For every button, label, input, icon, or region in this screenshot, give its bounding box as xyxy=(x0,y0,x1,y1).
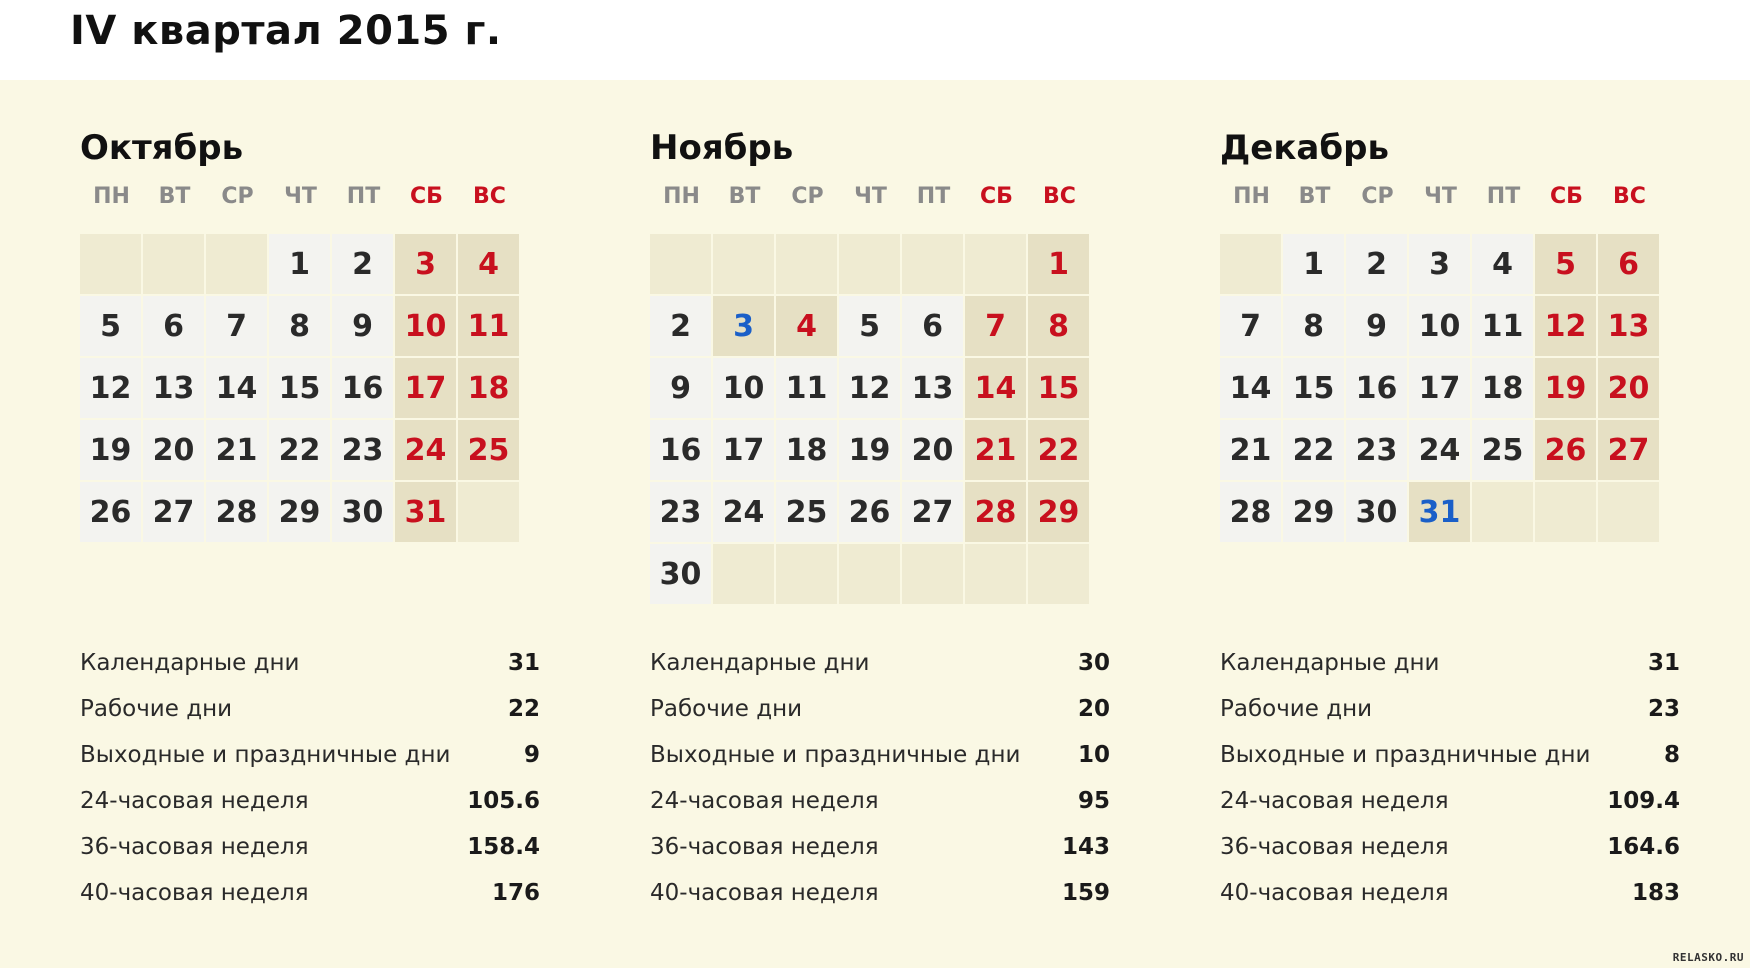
day-cell-off: 17 xyxy=(395,358,456,418)
month-october xyxy=(80,124,580,542)
day-cell: 22 xyxy=(1283,420,1344,480)
stat-value: 8 xyxy=(1663,742,1680,768)
weekday-label-weekend: ВС xyxy=(1613,184,1646,209)
day-cell-off: 27 xyxy=(1598,420,1659,480)
stat-label: 40-часовая неделя xyxy=(1220,880,1449,906)
stat-label: 24-часовая неделя xyxy=(80,788,309,814)
stat-value: 143 xyxy=(1061,834,1110,860)
watermark: RELASKO.RU xyxy=(1672,951,1744,964)
day-cell-shortened: 31 xyxy=(1409,482,1470,542)
day-grid xyxy=(1220,234,1720,542)
empty-cell xyxy=(902,544,963,604)
day-cell-off: 1 xyxy=(1028,234,1089,294)
day-cell: 16 xyxy=(1346,358,1407,418)
day-cell: 21 xyxy=(206,420,267,480)
page-title: IV квартал 2015 г. xyxy=(70,8,502,54)
day-cell: 30 xyxy=(1346,482,1407,542)
weekday-label: ПН xyxy=(1233,184,1270,209)
day-grid xyxy=(80,234,580,542)
weekday-label: СР xyxy=(791,184,824,209)
stat-label: 24-часовая неделя xyxy=(1220,788,1449,814)
weekday-label: ПН xyxy=(93,184,130,209)
stat-label: Календарные дни xyxy=(1220,650,1440,676)
month-title: Октябрь xyxy=(80,128,244,168)
empty-cell xyxy=(965,234,1026,294)
empty-cell xyxy=(206,234,267,294)
stat-value: 105.6 xyxy=(467,788,540,814)
empty-cell xyxy=(839,544,900,604)
day-cell: 21 xyxy=(1220,420,1281,480)
day-cell: 3 xyxy=(1409,234,1470,294)
day-cell: 2 xyxy=(332,234,393,294)
day-cell: 15 xyxy=(1283,358,1344,418)
month-title: Декабрь xyxy=(1220,128,1389,168)
day-grid xyxy=(650,234,1150,604)
header xyxy=(0,0,1754,80)
day-cell: 24 xyxy=(1409,420,1470,480)
day-cell: 2 xyxy=(650,296,711,356)
weekday-label: ВТ xyxy=(1298,184,1331,209)
stat-value: 31 xyxy=(1647,650,1680,676)
day-cell: 14 xyxy=(1220,358,1281,418)
weekday-label: ПТ xyxy=(916,184,951,209)
weekday-label: ЧТ xyxy=(284,184,317,209)
stat-label: Рабочие дни xyxy=(650,696,803,722)
day-cell: 6 xyxy=(143,296,204,356)
weekday-label-weekend: СБ xyxy=(410,184,443,209)
day-cell: 19 xyxy=(839,420,900,480)
stat-label: Календарные дни xyxy=(80,650,300,676)
day-cell: 26 xyxy=(80,482,141,542)
day-cell: 9 xyxy=(650,358,711,418)
month-stats-october xyxy=(80,640,540,916)
weekday-label: ПТ xyxy=(346,184,381,209)
day-cell-off: 20 xyxy=(1598,358,1659,418)
day-cell-off: 13 xyxy=(1598,296,1659,356)
weekday-label: ВТ xyxy=(728,184,761,209)
stat-value: 158.4 xyxy=(467,834,540,860)
weekday-label-weekend: СБ xyxy=(980,184,1013,209)
day-cell: 2 xyxy=(1346,234,1407,294)
day-cell-off: 28 xyxy=(965,482,1026,542)
day-cell-off: 22 xyxy=(1028,420,1089,480)
day-cell: 30 xyxy=(332,482,393,542)
stat-value: 30 xyxy=(1077,650,1110,676)
day-cell: 16 xyxy=(332,358,393,418)
weekday-label: ПН xyxy=(663,184,700,209)
stat-row-calendar-days xyxy=(650,640,1110,686)
day-cell-off: 15 xyxy=(1028,358,1089,418)
month-december xyxy=(1220,124,1720,542)
weekday-header xyxy=(80,180,580,214)
day-cell: 5 xyxy=(80,296,141,356)
empty-cell xyxy=(902,234,963,294)
month-stats-december xyxy=(1220,640,1680,916)
day-cell-off: 6 xyxy=(1598,234,1659,294)
stat-value: 23 xyxy=(1647,696,1680,722)
month-stats-november xyxy=(650,640,1110,916)
empty-cell xyxy=(776,234,837,294)
day-cell: 22 xyxy=(269,420,330,480)
day-cell: 1 xyxy=(269,234,330,294)
day-cell: 5 xyxy=(839,296,900,356)
day-cell: 18 xyxy=(1472,358,1533,418)
stat-label: Выходные и праздничные дни xyxy=(650,742,1021,768)
day-cell: 20 xyxy=(143,420,204,480)
day-cell: 10 xyxy=(1409,296,1470,356)
stat-value: 31 xyxy=(507,650,540,676)
stat-value: 20 xyxy=(1077,696,1110,722)
day-cell: 28 xyxy=(206,482,267,542)
day-cell: 27 xyxy=(902,482,963,542)
day-cell-off: 11 xyxy=(458,296,519,356)
empty-cell xyxy=(713,544,774,604)
day-cell: 29 xyxy=(1283,482,1344,542)
day-cell: 28 xyxy=(1220,482,1281,542)
day-cell: 23 xyxy=(1346,420,1407,480)
day-cell: 11 xyxy=(1472,296,1533,356)
weekday-label: ВТ xyxy=(158,184,191,209)
day-cell: 23 xyxy=(332,420,393,480)
stat-value: 183 xyxy=(1631,880,1680,906)
stat-row-24h-week xyxy=(650,778,1110,824)
weekday-label: ЧТ xyxy=(854,184,887,209)
day-cell: 1 xyxy=(1283,234,1344,294)
stat-label: Выходные и праздничные дни xyxy=(80,742,451,768)
day-cell: 27 xyxy=(143,482,204,542)
day-cell: 13 xyxy=(143,358,204,418)
stat-row-36h-week xyxy=(1220,824,1680,870)
day-cell: 26 xyxy=(839,482,900,542)
day-cell: 23 xyxy=(650,482,711,542)
stat-value: 9 xyxy=(523,742,540,768)
day-cell: 24 xyxy=(713,482,774,542)
stat-label: 40-часовая неделя xyxy=(650,880,879,906)
stat-value: 22 xyxy=(507,696,540,722)
day-cell-off: 31 xyxy=(395,482,456,542)
stat-label: Рабочие дни xyxy=(1220,696,1373,722)
empty-cell xyxy=(839,234,900,294)
day-cell: 6 xyxy=(902,296,963,356)
day-cell-off: 12 xyxy=(1535,296,1596,356)
weekday-label-weekend: СБ xyxy=(1550,184,1583,209)
day-cell: 14 xyxy=(206,358,267,418)
day-cell: 4 xyxy=(1472,234,1533,294)
day-cell-off: 19 xyxy=(1535,358,1596,418)
day-cell: 12 xyxy=(839,358,900,418)
stat-row-40h-week xyxy=(1220,870,1680,916)
weekday-label: СР xyxy=(1361,184,1394,209)
empty-cell xyxy=(650,234,711,294)
day-cell-off: 4 xyxy=(776,296,837,356)
right-edge-strip xyxy=(1750,0,1754,968)
stat-row-weekends-holidays xyxy=(80,732,540,778)
day-cell-off: 4 xyxy=(458,234,519,294)
day-cell-shortened: 3 xyxy=(713,296,774,356)
weekday-label: ЧТ xyxy=(1424,184,1457,209)
stat-row-36h-week xyxy=(80,824,540,870)
day-cell-off: 21 xyxy=(965,420,1026,480)
day-cell-off: 18 xyxy=(458,358,519,418)
day-cell: 8 xyxy=(1283,296,1344,356)
stat-row-working-days xyxy=(650,686,1110,732)
empty-cell xyxy=(1598,482,1659,542)
day-cell: 9 xyxy=(1346,296,1407,356)
day-cell-off: 14 xyxy=(965,358,1026,418)
day-cell: 25 xyxy=(1472,420,1533,480)
empty-cell xyxy=(1472,482,1533,542)
day-cell: 20 xyxy=(902,420,963,480)
stat-value: 176 xyxy=(491,880,540,906)
day-cell: 25 xyxy=(776,482,837,542)
month-november xyxy=(650,124,1150,604)
day-cell: 18 xyxy=(776,420,837,480)
stat-label: 36-часовая неделя xyxy=(1220,834,1449,860)
day-cell: 19 xyxy=(80,420,141,480)
day-cell: 17 xyxy=(713,420,774,480)
day-cell-off: 8 xyxy=(1028,296,1089,356)
stat-row-weekends-holidays xyxy=(650,732,1110,778)
stat-value: 95 xyxy=(1077,788,1110,814)
empty-cell xyxy=(143,234,204,294)
empty-cell xyxy=(776,544,837,604)
stat-label: 36-часовая неделя xyxy=(80,834,309,860)
stat-row-working-days xyxy=(1220,686,1680,732)
day-cell-off: 24 xyxy=(395,420,456,480)
stat-label: 40-часовая неделя xyxy=(80,880,309,906)
stat-label: Рабочие дни xyxy=(80,696,233,722)
stat-row-working-days xyxy=(80,686,540,732)
month-title: Ноябрь xyxy=(650,128,794,168)
stat-row-24h-week xyxy=(1220,778,1680,824)
weekday-label: ПТ xyxy=(1486,184,1521,209)
day-cell: 7 xyxy=(1220,296,1281,356)
day-cell-off: 5 xyxy=(1535,234,1596,294)
day-cell-off: 7 xyxy=(965,296,1026,356)
stat-row-36h-week xyxy=(650,824,1110,870)
stat-label: 24-часовая неделя xyxy=(650,788,879,814)
empty-cell xyxy=(80,234,141,294)
empty-cell xyxy=(965,544,1026,604)
day-cell-off: 10 xyxy=(395,296,456,356)
day-cell: 10 xyxy=(713,358,774,418)
day-cell-off: 25 xyxy=(458,420,519,480)
day-cell: 30 xyxy=(650,544,711,604)
stat-row-40h-week xyxy=(650,870,1110,916)
day-cell: 11 xyxy=(776,358,837,418)
stat-value: 164.6 xyxy=(1607,834,1680,860)
stat-row-calendar-days xyxy=(1220,640,1680,686)
stat-row-calendar-days xyxy=(80,640,540,686)
stat-label: 36-часовая неделя xyxy=(650,834,879,860)
weekday-label: СР xyxy=(221,184,254,209)
stat-value: 159 xyxy=(1061,880,1110,906)
day-cell: 13 xyxy=(902,358,963,418)
day-cell: 16 xyxy=(650,420,711,480)
stat-row-40h-week xyxy=(80,870,540,916)
weekday-label-weekend: ВС xyxy=(1043,184,1076,209)
weekday-label-weekend: ВС xyxy=(473,184,506,209)
empty-cell xyxy=(1220,234,1281,294)
day-cell-off: 26 xyxy=(1535,420,1596,480)
weekday-header xyxy=(650,180,1150,214)
stat-label: Выходные и праздничные дни xyxy=(1220,742,1591,768)
stat-row-24h-week xyxy=(80,778,540,824)
day-cell: 15 xyxy=(269,358,330,418)
day-cell: 17 xyxy=(1409,358,1470,418)
empty-cell xyxy=(713,234,774,294)
empty-cell xyxy=(1535,482,1596,542)
day-cell-off: 3 xyxy=(395,234,456,294)
empty-cell xyxy=(458,482,519,542)
day-cell: 7 xyxy=(206,296,267,356)
day-cell: 9 xyxy=(332,296,393,356)
day-cell: 8 xyxy=(269,296,330,356)
day-cell: 12 xyxy=(80,358,141,418)
day-cell-off: 29 xyxy=(1028,482,1089,542)
stat-value: 109.4 xyxy=(1607,788,1680,814)
empty-cell xyxy=(1028,544,1089,604)
stat-label: Календарные дни xyxy=(650,650,870,676)
stat-value: 10 xyxy=(1077,742,1110,768)
day-cell: 29 xyxy=(269,482,330,542)
weekday-header xyxy=(1220,180,1720,214)
stat-row-weekends-holidays xyxy=(1220,732,1680,778)
